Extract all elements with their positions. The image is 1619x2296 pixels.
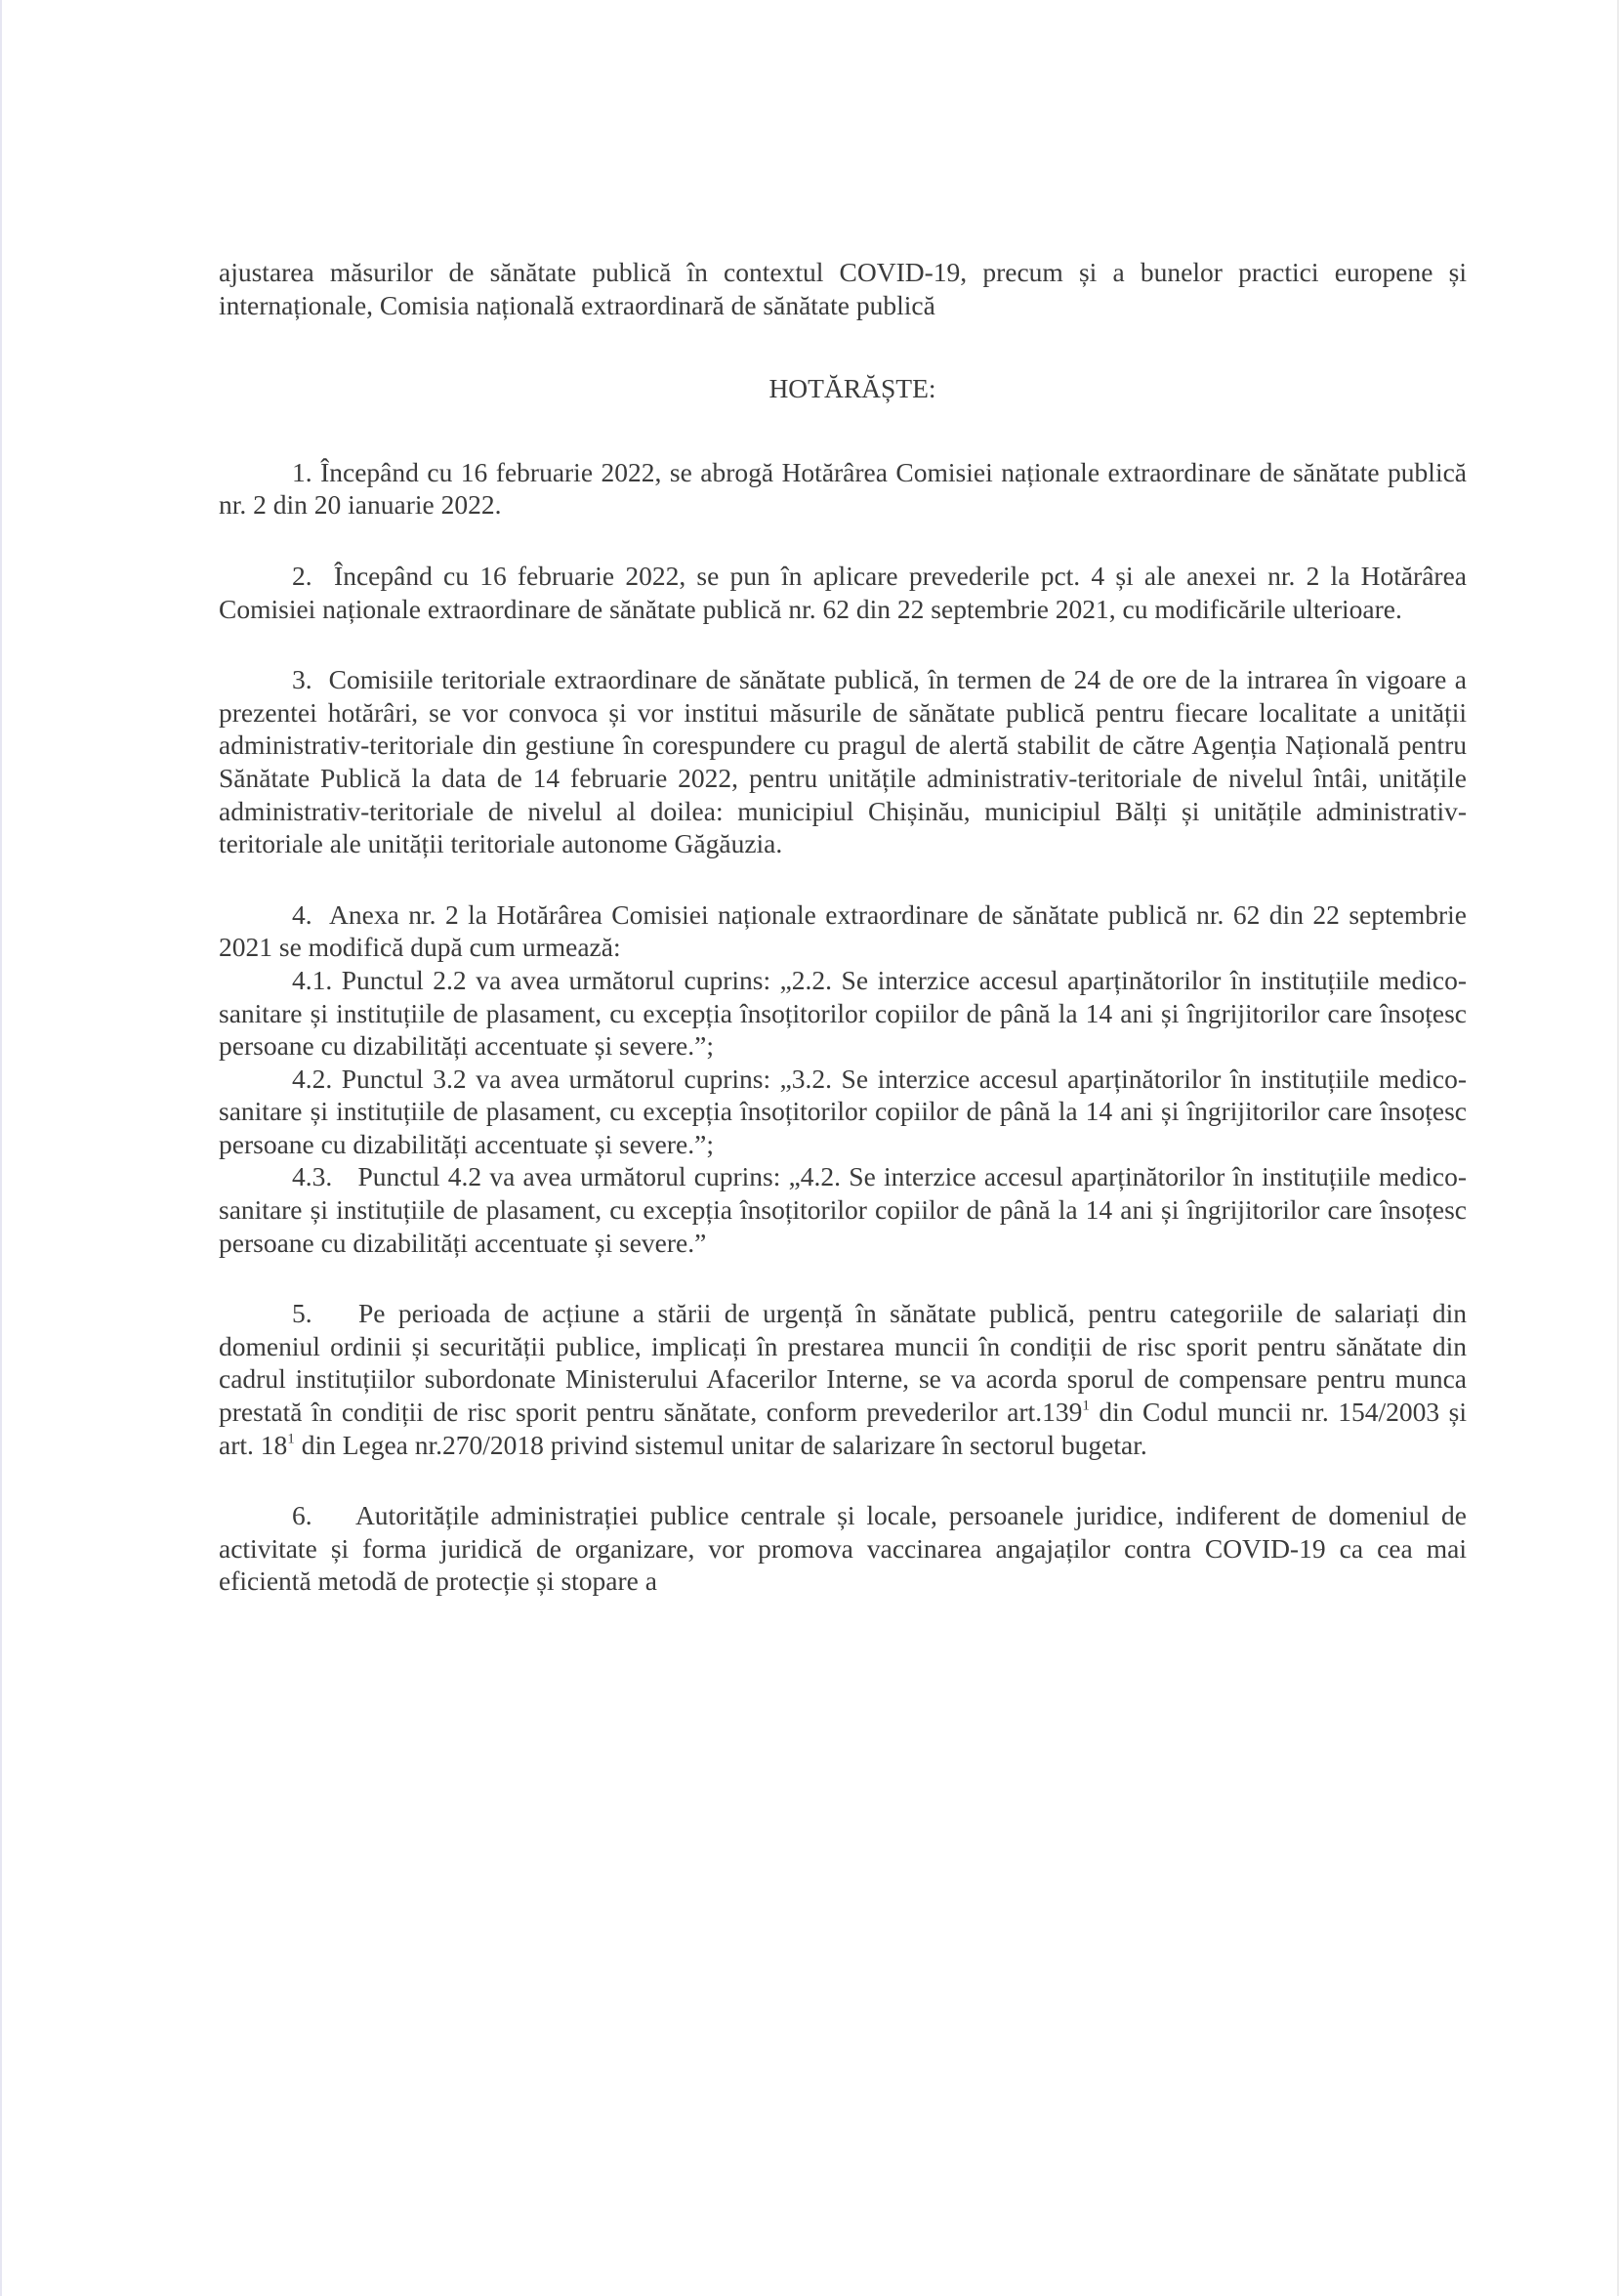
subpoint-text: Punctul 4.2 va avea următorul cuprins: „4.2. Se interzice accesul aparținătorilor în instituțiile medico-sanitare și instituțiile de plasament, cu excepția însoțitorilor copiilor de până la 14 ani și îngrijitorilor care însoțesc persoane cu dizabilități accentuate și severe.” — [219, 1161, 1468, 1258]
point-text: Comisiile teritoriale extraordinare de sănătate publică, în termen de 24 de ore de la intrarea în vigoare a prezentei hotărâri, se vor convoca și vor institui măsurile de sănătate publică pentru fiecare localitate a unității administrativ-teritoriale din gestiune în corespundere cu pragul de alertă stabilit de către Agenția Națională pentru Sănătate Publică la data de 14 februarie 2022, pentru unitățile administrativ-teritoriale de nivelul întâi, unitățile administrativ-teritoriale de nivelul al doilea: municipiul Chișinău, municipiul Bălți și unitățile administrativ-teritoriale ale unității teritoriale autonome Găgăuzia. — [219, 664, 1467, 859]
point-number: 6. — [292, 1500, 312, 1531]
point-text: Începând cu 16 februarie 2022, se abrogă Hotărârea Comisiei naționale extraordinare de sănătate publică nr. 2 din 20 ianuarie 2022. — [219, 456, 1467, 521]
superscript: 1 — [287, 1431, 295, 1447]
point-number: 4. — [292, 898, 312, 930]
point-3 — [219, 663, 1467, 860]
point-1 — [219, 456, 1467, 522]
point-text-part-a: Pe perioada de acțiune a stării de urgență în sănătate publică, pentru categoriile de salariați din domeniul ordinii și securității publice, implicați în prestarea muncii în condiții de risc sporit pentru sănătate din cadrul instituțiilor subordonate Ministerului Afacerilor Interne, se va acorda sporul de compensare pentru munca prestată în condiții de risc sporit pentru sănătate, conform prevederilor art.139 — [219, 1298, 1468, 1428]
superscript: 1 — [1082, 1398, 1090, 1414]
point-2 — [219, 560, 1467, 625]
intro-paragraph: ajustarea măsurilor de sănătate publică în contextul COVID-19, precum și a bunelor practici europene și internaționale, Comisia națională extraordinară de sănătate publică — [219, 257, 1467, 320]
point-text: Anexa nr. 2 la Hotărârea Comisiei naționale extraordinare de sănătate publică nr. 62 din 22 septembrie 2021 se modifică după cum urmează: — [219, 898, 1467, 963]
point-6 — [219, 1499, 1467, 1598]
point-4 — [219, 898, 1467, 964]
subpoint-text: Punctul 3.2 va avea următorul cuprins: „3.2. Se interzice accesul aparținătorilor în instituțiile medico-sanitare și instituțiile de plasament, cu excepția însoțitorilor copiilor de până la 14 ani și îngrijitorilor care însoțesc persoane cu dizabilități accentuate și severe.”; — [219, 1063, 1468, 1159]
subpoint-4-3 — [219, 1160, 1467, 1259]
point-text: Autoritățile administrației publice centrale și locale, persoanele juridice, indiferent de domeniul de activitate și forma juridică de organizare, vor promova vaccinarea angajaților contra COVID-19 ca cea mai eficientă metodă de protecție și stopare a — [219, 1500, 1467, 1597]
point-number: 5. — [292, 1298, 312, 1329]
point-number: 2. — [292, 560, 312, 591]
subpoint-number: 4.1. — [292, 964, 333, 995]
subpoint-4-2 — [219, 1063, 1467, 1161]
point-text: Începând cu 16 februarie 2022, se pun în aplicare prevederile pct. 4 și ale anexei nr. 2 la Hotărârea Comisiei naționale extraordinare de sănătate publică nr. 62 din 22 septembrie 2021, cu modificările ulterioare. — [219, 560, 1467, 624]
point-number: 3. — [292, 664, 312, 695]
point-text-part-b: din Codul muncii nr. 154/2003 și art. 18 — [219, 1397, 1467, 1460]
point-text-part-c: din Legea nr.270/2018 privind sistemul unitar de salarizare în sectorul bugetar. — [294, 1429, 1147, 1460]
subpoint-number: 4.2. — [292, 1063, 333, 1094]
subpoint-number: 4.3. — [292, 1161, 333, 1192]
document-body — [219, 256, 1467, 1636]
point-number: 1. — [292, 456, 312, 487]
point-5 — [219, 1297, 1467, 1461]
decision-heading: HOTĂRĂȘTE: — [768, 373, 936, 404]
subpoint-text: Punctul 2.2 va avea următorul cuprins: „2.2. Se interzice accesul aparținătorilor în instituțiile medico-sanitare și instituțiile de plasament, cu excepția însoțitorilor copiilor de până la 14 ani și îngrijitorilor care însoțesc persoane cu dizabilități accentuate și severe.”; — [219, 964, 1468, 1062]
subpoint-4-1 — [219, 964, 1467, 1063]
